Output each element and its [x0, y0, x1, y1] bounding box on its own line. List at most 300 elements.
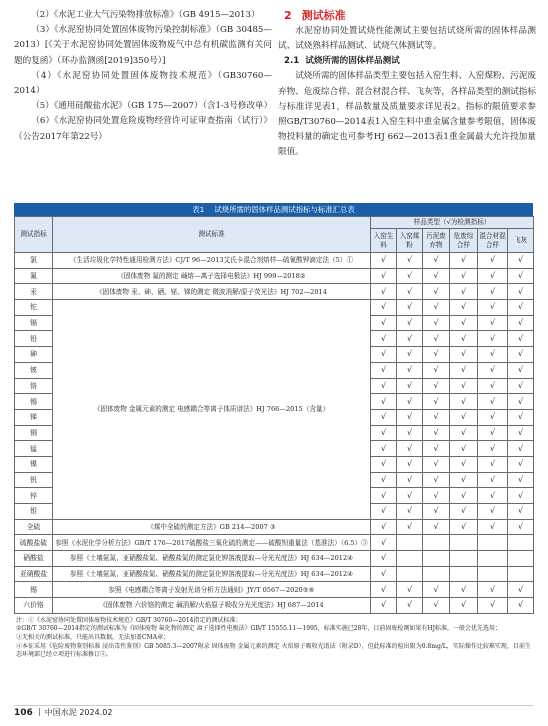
table-row — [15, 535, 534, 551]
journal-name: 中国水泥 — [44, 708, 77, 717]
check-cell — [508, 284, 534, 300]
check-mark-icon: √ — [433, 412, 439, 422]
check-cell — [397, 300, 423, 316]
check-mark-icon: √ — [380, 443, 387, 453]
check-cell — [478, 284, 508, 300]
check-cell — [478, 331, 508, 347]
check-cell — [371, 441, 397, 457]
check-cell — [397, 331, 423, 347]
table-row — [15, 253, 534, 269]
check-mark-icon: √ — [460, 412, 467, 422]
check-mark-icon: √ — [380, 522, 387, 532]
indicator-cell: 氯 — [15, 253, 53, 269]
check-cell — [423, 551, 450, 567]
check-mark-icon: √ — [460, 427, 467, 437]
check-cell — [508, 535, 534, 551]
check-cell — [397, 488, 423, 504]
check-cell — [397, 441, 423, 457]
check-cell — [397, 456, 423, 472]
indicator-cell: 钒 — [15, 472, 53, 488]
indicator-cell: 汞 — [15, 284, 53, 300]
check-mark-icon: √ — [433, 490, 439, 500]
check-cell — [423, 362, 450, 378]
check-cell — [397, 347, 423, 363]
header-sample-group: 样品类型（√为检测指标） — [371, 217, 534, 229]
check-cell — [508, 409, 534, 425]
check-cell — [478, 551, 508, 567]
check-cell — [478, 598, 508, 614]
section-heading — [284, 8, 536, 23]
check-mark-icon: √ — [460, 584, 467, 594]
check-mark-icon: √ — [433, 584, 439, 594]
check-mark-icon: √ — [489, 459, 496, 469]
check-cell — [423, 268, 450, 284]
standard-cell: 参照《土壤氨氮、亚硝酸盐氮、硝酸盐氮的测定氯化钾溶液提取—分光光度法》HJ 634—2012④ — [53, 551, 371, 567]
check-cell — [371, 347, 397, 363]
header-sample-type: 入窑煤粉 — [397, 229, 423, 253]
check-mark-icon: √ — [489, 584, 496, 594]
check-cell — [423, 441, 450, 457]
check-cell — [423, 535, 450, 551]
check-cell — [397, 268, 423, 284]
indicator-cell: 镉 — [15, 315, 53, 331]
standard-cell: 《固体废物 六价铬的测定 碱消解/火焰原子吸收分光光度法》HJ 687—2014 — [53, 598, 371, 614]
check-cell — [397, 315, 423, 331]
subsection-title: 试烧所需的固体样品测试 — [305, 56, 400, 67]
check-cell — [371, 300, 397, 316]
indicator-cell: 铅 — [15, 331, 53, 347]
check-cell — [371, 253, 397, 269]
check-cell — [397, 362, 423, 378]
check-cell — [371, 566, 397, 582]
check-mark-icon: √ — [517, 412, 524, 422]
check-mark-icon: √ — [433, 396, 439, 406]
check-cell — [508, 472, 534, 488]
table-row — [15, 582, 534, 598]
check-cell — [450, 362, 478, 378]
check-mark-icon: √ — [433, 443, 439, 453]
check-cell — [450, 409, 478, 425]
check-cell — [508, 566, 534, 582]
check-cell — [371, 472, 397, 488]
check-cell — [450, 315, 478, 331]
check-mark-icon: √ — [406, 522, 413, 532]
check-cell — [397, 566, 423, 582]
check-mark-icon: √ — [460, 380, 467, 390]
check-cell — [508, 347, 534, 363]
check-mark-icon: √ — [517, 474, 524, 484]
check-mark-icon: √ — [489, 302, 496, 312]
header-indicator: 测试指标 — [15, 217, 53, 253]
table-row — [15, 300, 534, 316]
check-mark-icon: √ — [517, 255, 524, 265]
check-mark-icon: √ — [489, 396, 496, 406]
check-mark-icon: √ — [406, 333, 413, 343]
table-note: ④本征采用《危险废物鉴别标准 浸出毒性鉴别》GB 5085.3—2007附录 固体废物 金属元素的测定 火焰原子吸收光谱法（附录D），但此标准的检出限为0.8mg/L，实际操作比较难实现，目前生态环境部已经立项进行标准修订⑤。 — [16, 642, 531, 659]
check-mark-icon: √ — [433, 271, 439, 281]
check-cell — [450, 394, 478, 410]
check-cell — [423, 519, 450, 535]
check-cell — [450, 347, 478, 363]
check-mark-icon: √ — [517, 271, 524, 281]
check-cell — [397, 582, 423, 598]
check-mark-icon: √ — [433, 522, 439, 532]
check-cell — [371, 425, 397, 441]
check-mark-icon: √ — [517, 506, 524, 516]
check-mark-icon: √ — [517, 443, 524, 453]
check-mark-icon: √ — [460, 271, 467, 281]
check-mark-icon: √ — [489, 412, 496, 422]
check-mark-icon: √ — [433, 333, 439, 343]
page-footer — [14, 705, 533, 720]
check-mark-icon: √ — [460, 333, 467, 343]
standard-cell: 参照《水泥化学分析方法》GB/T 176—2017硫酸盐三氧化硫的测定——硫酸钡重量法（基准法）（6.5）③ — [53, 535, 371, 551]
check-cell — [450, 456, 478, 472]
check-cell — [397, 598, 423, 614]
check-cell — [450, 331, 478, 347]
check-cell — [423, 488, 450, 504]
check-mark-icon: √ — [489, 349, 496, 359]
check-mark-icon: √ — [380, 271, 387, 281]
check-cell — [478, 315, 508, 331]
check-cell — [371, 535, 397, 551]
check-cell — [423, 425, 450, 441]
check-mark-icon: √ — [406, 286, 413, 296]
check-cell — [508, 268, 534, 284]
check-mark-icon: √ — [380, 537, 387, 547]
check-mark-icon: √ — [380, 318, 387, 328]
check-mark-icon: √ — [380, 506, 387, 516]
indicator-cell: 铊 — [15, 300, 53, 316]
check-mark-icon: √ — [406, 318, 413, 328]
check-mark-icon: √ — [380, 286, 387, 296]
header-sample-type: 危废综合样 — [450, 229, 478, 253]
check-mark-icon: √ — [380, 474, 387, 484]
check-mark-icon: √ — [489, 490, 496, 500]
check-cell — [423, 409, 450, 425]
check-cell — [423, 315, 450, 331]
check-cell — [508, 441, 534, 457]
check-mark-icon: √ — [460, 318, 467, 328]
indicator-cell: 锡 — [15, 582, 53, 598]
check-cell — [371, 362, 397, 378]
check-cell — [478, 456, 508, 472]
check-mark-icon: √ — [406, 271, 413, 281]
check-mark-icon: √ — [380, 380, 387, 390]
check-cell — [450, 488, 478, 504]
check-mark-icon: √ — [406, 302, 413, 312]
indicator-cell: 全硫 — [15, 519, 53, 535]
check-mark-icon: √ — [489, 474, 496, 484]
check-cell — [478, 425, 508, 441]
page-number: 106 — [14, 708, 33, 718]
section-title: 测试标准 — [301, 9, 346, 22]
check-mark-icon: √ — [517, 349, 524, 359]
check-mark-icon: √ — [406, 459, 413, 469]
check-mark-icon: √ — [433, 349, 439, 359]
subsection-paragraph: 试烧所需的固体样品类型主要包括入窑生料、入窑煤粉、污泥废弃物、危废综合样、混合材混合样、飞灰等，各样品类型的测试指标与标准详见表1，样品数量及质量要求详见表2。指标的限值要求参照GB/T30760—2014表1入窑生料中重金属含量参考限值，固体废物投料量的确定也可参考HJ 662—2013表1重金属最大允许投加量限值。 — [278, 71, 536, 158]
check-mark-icon: √ — [460, 302, 467, 312]
check-cell — [450, 566, 478, 582]
check-mark-icon: √ — [489, 522, 496, 532]
check-cell — [397, 409, 423, 425]
check-cell — [508, 551, 534, 567]
check-mark-icon: √ — [406, 584, 413, 594]
check-mark-icon: √ — [460, 490, 467, 500]
check-cell — [508, 519, 534, 535]
indicator-cell: 锰 — [15, 441, 53, 457]
check-cell — [423, 394, 450, 410]
reference-item: （2）《水泥工业大气污染物排放标准》（GB 4915—2013） — [31, 10, 260, 20]
check-cell — [478, 347, 508, 363]
check-mark-icon: √ — [380, 427, 387, 437]
check-cell — [371, 504, 397, 520]
check-cell — [478, 253, 508, 269]
check-cell — [423, 456, 450, 472]
check-mark-icon: √ — [433, 459, 439, 469]
check-mark-icon: √ — [460, 255, 467, 265]
indicator-cell: 六价铬 — [15, 598, 53, 614]
indicator-cell: 钼 — [15, 504, 53, 520]
check-cell — [371, 315, 397, 331]
indicator-cell: 砷 — [15, 347, 53, 363]
indicator-cell: 镍 — [15, 456, 53, 472]
table-note: ③无相关的测试标准，只能出具数据，无法加盖CMA章； — [16, 634, 170, 641]
check-cell — [450, 551, 478, 567]
check-mark-icon: √ — [380, 600, 387, 610]
check-mark-icon: √ — [489, 255, 496, 265]
check-cell — [508, 456, 534, 472]
check-cell — [478, 472, 508, 488]
check-cell — [397, 535, 423, 551]
check-cell — [423, 378, 450, 394]
check-cell — [397, 394, 423, 410]
check-mark-icon: √ — [489, 443, 496, 453]
table-row — [15, 566, 534, 582]
check-mark-icon: √ — [380, 459, 387, 469]
check-cell — [371, 519, 397, 535]
reference-item: （4）《水泥窑协同处置固体废物技术规范》（GB30760—2014） — [14, 70, 272, 97]
indicator-cell: 亚硝酸盐 — [15, 566, 53, 582]
check-mark-icon: √ — [406, 255, 413, 265]
check-mark-icon: √ — [517, 318, 524, 328]
section-number: 2 — [284, 9, 292, 22]
check-mark-icon: √ — [406, 349, 413, 359]
table-title: 试烧所需的固体样品测试指标与标准汇总表 — [214, 205, 355, 214]
check-cell — [423, 284, 450, 300]
check-mark-icon: √ — [433, 302, 439, 312]
journal-issue: 2024.02 — [79, 708, 113, 717]
check-mark-icon: √ — [380, 349, 387, 359]
check-mark-icon: √ — [489, 506, 496, 516]
header-standard: 测试标准 — [53, 217, 371, 253]
check-mark-icon: √ — [517, 522, 524, 532]
check-cell — [371, 598, 397, 614]
reference-item: （5）《通用硅酸盐水泥》（GB 175—2007）（含1-3号修改单） — [31, 101, 273, 112]
check-mark-icon: √ — [489, 365, 496, 375]
check-cell — [423, 582, 450, 598]
table-row — [15, 598, 534, 614]
check-cell — [508, 315, 534, 331]
check-mark-icon: √ — [517, 365, 524, 375]
standard-cell: 《固体废物 金属元素的测定 电感耦合等离子体质谱法》HJ 766—2015（含量） — [53, 300, 371, 520]
table-notes — [14, 617, 533, 660]
check-mark-icon: √ — [406, 412, 413, 422]
check-cell — [371, 551, 397, 567]
section-paragraph: 水泥窑协同处置试烧性能测试主要包括试烧所需的固体样品测试、试烧熟料样品测试、试烧气体测试等。 — [278, 26, 536, 52]
standard-cell: 《生活垃圾化学特性通用检测方法》CJ/T 96—2013艾氏卡混合剂熔样—硫氰酸钾滴定法（5）① — [53, 253, 371, 269]
check-mark-icon: √ — [489, 427, 496, 437]
indicator-cell: 铜 — [15, 425, 53, 441]
check-mark-icon: √ — [517, 396, 524, 406]
check-mark-icon: √ — [517, 490, 524, 500]
check-mark-icon: √ — [517, 427, 524, 437]
indicator-cell: 氟 — [15, 268, 53, 284]
check-cell — [508, 488, 534, 504]
check-mark-icon: √ — [489, 318, 496, 328]
table-body — [15, 253, 534, 614]
table-row — [15, 519, 534, 535]
check-mark-icon: √ — [460, 443, 467, 453]
check-cell — [508, 598, 534, 614]
check-mark-icon: √ — [489, 380, 496, 390]
check-cell — [478, 378, 508, 394]
check-mark-icon: √ — [406, 474, 413, 484]
check-mark-icon: √ — [406, 396, 413, 406]
check-cell — [397, 519, 423, 535]
check-mark-icon: √ — [517, 302, 524, 312]
check-cell — [371, 378, 397, 394]
check-mark-icon: √ — [380, 333, 387, 343]
check-mark-icon: √ — [517, 459, 524, 469]
check-cell — [450, 535, 478, 551]
check-cell — [423, 253, 450, 269]
check-mark-icon: √ — [433, 427, 439, 437]
check-cell — [508, 300, 534, 316]
table-row — [15, 268, 534, 284]
check-cell — [397, 253, 423, 269]
check-cell — [450, 504, 478, 520]
standard-cell: 参照《土壤氨氮、亚硝酸盐氮、硝酸盐氮的测定氯化钾溶液提取—分光光度法》HJ 634—2012④ — [53, 566, 371, 582]
check-cell — [423, 504, 450, 520]
check-mark-icon: √ — [460, 522, 467, 532]
check-mark-icon: √ — [460, 600, 467, 610]
standard-cell: 参照《电感耦合等离子发射光谱分析方法通则》JY/T 0567—2020⑤⑥ — [53, 582, 371, 598]
check-mark-icon: √ — [380, 490, 387, 500]
check-cell — [371, 488, 397, 504]
check-cell — [508, 378, 534, 394]
check-mark-icon: √ — [380, 302, 387, 312]
check-mark-icon: √ — [380, 365, 387, 375]
check-mark-icon: √ — [517, 600, 524, 610]
table-number: 表1 — [192, 205, 205, 214]
standard-cell: 《固体废物 氟的测定 碱熔—离子选择电极法》HJ 999—2018② — [53, 268, 371, 284]
check-cell — [423, 347, 450, 363]
check-mark-icon: √ — [433, 474, 439, 484]
check-mark-icon: √ — [433, 286, 439, 296]
check-cell — [450, 425, 478, 441]
check-mark-icon: √ — [406, 365, 413, 375]
check-cell — [371, 268, 397, 284]
check-cell — [508, 331, 534, 347]
check-mark-icon: √ — [433, 255, 439, 265]
check-cell — [371, 394, 397, 410]
check-cell — [397, 284, 423, 300]
check-mark-icon: √ — [433, 506, 439, 516]
check-cell — [478, 300, 508, 316]
check-cell — [450, 284, 478, 300]
check-cell — [450, 582, 478, 598]
check-cell — [478, 268, 508, 284]
left-column — [14, 8, 272, 145]
check-cell — [397, 425, 423, 441]
check-cell — [508, 582, 534, 598]
check-cell — [450, 300, 478, 316]
table-note: 注：①《水泥窑协同处置固体废物技术规范》GB/T 30760—2014指定的测试标准； — [16, 616, 242, 624]
check-cell — [371, 331, 397, 347]
table-row — [15, 284, 534, 300]
check-cell — [508, 504, 534, 520]
check-mark-icon: √ — [517, 333, 524, 343]
table-row — [15, 551, 534, 567]
check-cell — [478, 488, 508, 504]
header-sample-type: 污泥废弃物 — [423, 229, 450, 253]
check-cell — [478, 441, 508, 457]
check-mark-icon: √ — [380, 255, 387, 265]
check-cell — [423, 566, 450, 582]
indicator-cell: 铬 — [15, 378, 53, 394]
check-cell — [450, 441, 478, 457]
check-mark-icon: √ — [380, 584, 387, 594]
standards-table — [14, 216, 534, 614]
check-mark-icon: √ — [517, 380, 524, 390]
check-mark-icon: √ — [460, 365, 467, 375]
check-cell — [508, 253, 534, 269]
right-column — [278, 8, 536, 161]
check-cell — [450, 519, 478, 535]
check-cell — [397, 551, 423, 567]
check-cell — [508, 362, 534, 378]
indicator-cell: 锡 — [15, 394, 53, 410]
check-cell — [423, 598, 450, 614]
check-mark-icon: √ — [460, 474, 467, 484]
header-sample-type: 入窑生料 — [371, 229, 397, 253]
subsection-number: 2.1 — [284, 56, 300, 67]
check-mark-icon: √ — [406, 600, 413, 610]
check-cell — [371, 582, 397, 598]
check-cell — [423, 331, 450, 347]
check-mark-icon: √ — [406, 427, 413, 437]
reference-item: （3）《水泥窑协同处置固体废物污染控制标准》（GB 30485—2013）[《关于水泥窑协同处置固体废物废气中总有机碳监测有关问题的复函》（环办监测函[2019]350号）] — [14, 25, 272, 66]
check-mark-icon: √ — [380, 569, 387, 579]
check-cell — [478, 409, 508, 425]
indicator-cell: 硫酸盐硫 — [15, 535, 53, 551]
header-sample-type: 混合材混合样 — [478, 229, 508, 253]
indicator-cell: 锑 — [15, 409, 53, 425]
check-cell — [371, 284, 397, 300]
check-cell — [397, 472, 423, 488]
check-cell — [450, 598, 478, 614]
check-cell — [450, 253, 478, 269]
check-mark-icon: √ — [460, 349, 467, 359]
check-mark-icon: √ — [489, 271, 496, 281]
check-cell — [478, 535, 508, 551]
check-mark-icon: √ — [489, 286, 496, 296]
check-cell — [508, 425, 534, 441]
table-note: ②GB/T 30760—2014指定的测试标准为《固体废物 氟化物的测定 离子选择性电极法》GB/T 15555.11—1995，标准实施已28年，目前固废检测如果有HJ标准，一般会优先选用； — [16, 625, 501, 633]
check-mark-icon: √ — [406, 443, 413, 453]
indicator-cell: 锌 — [15, 488, 53, 504]
